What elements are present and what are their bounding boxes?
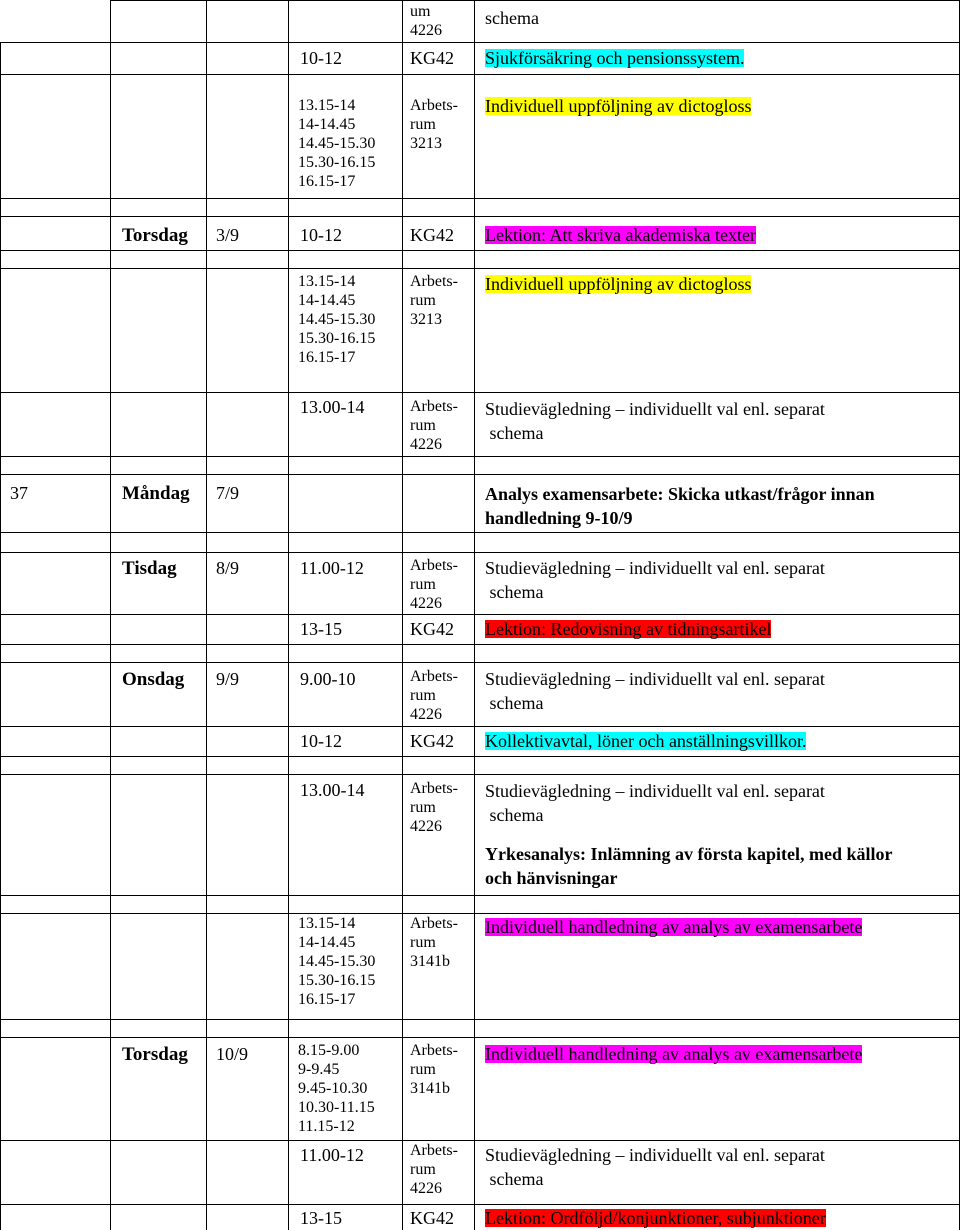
time-cell: 13-15 [300, 619, 342, 639]
rule [0, 268, 960, 269]
room-cell: KG42 [410, 48, 454, 68]
date-cell: 9/9 [216, 669, 240, 689]
rule [402, 0, 403, 1230]
time-cell: 9.00-10 [300, 669, 356, 689]
activity-cell: schema [485, 8, 539, 28]
activity-cell: Kollektivavtal, löner och anställningsvillkor. [485, 731, 807, 751]
activity-cell: Lektion: Att skriva akademiska texter [485, 225, 756, 245]
day-cell: Torsdag [122, 1044, 188, 1065]
day-cell: Onsdag [122, 669, 185, 690]
rule [110, 0, 111, 1230]
rule [0, 532, 960, 533]
time-cell: 10-12 [300, 48, 342, 68]
rule [0, 662, 960, 663]
rule [0, 42, 960, 43]
activity-cell: Yrkesanalys: Inlämning av första kapitel, med källor och hänvisningar [485, 844, 893, 888]
room-cell: Arbets- rum 3213 [410, 97, 458, 152]
rule [0, 250, 960, 251]
rule [0, 644, 960, 645]
room-cell: Arbets- rum 4226 [410, 557, 458, 612]
activity-cell: Lektion: Redovisning av tidningsartikel [485, 619, 772, 639]
rule [0, 456, 960, 457]
rule [0, 1037, 960, 1038]
week-cell: 37 [10, 483, 28, 503]
date-cell: 7/9 [216, 483, 240, 503]
activity-cell: Studievägledning – individuellt val enl. separat schema [485, 781, 825, 825]
rule [0, 42, 1, 1230]
activity-cell: Lektion: Ordföljd/konjunktioner, subjunktioner [485, 1208, 826, 1228]
room-cell: KG42 [410, 1208, 454, 1228]
room-cell: Arbets- rum 3141b [410, 915, 458, 970]
activity-cell: Sjukförsäkring och pensionssystem. [485, 48, 745, 68]
time-cell: 10-12 [300, 731, 342, 751]
time-cell: 8.15-9.00 9-9.45 9.45-10.30 10.30-11.15 11.15-12 [298, 1042, 375, 1135]
rule [206, 0, 207, 1230]
room-cell: Arbets- rum 4226 [410, 1142, 458, 1197]
rule [0, 392, 960, 393]
rule [0, 1140, 960, 1141]
rule [0, 726, 960, 727]
rule [0, 216, 960, 217]
rule [0, 552, 960, 553]
activity-cell: Studievägledning – individuellt val enl. separat schema [485, 399, 825, 443]
activity-cell: Individuell uppföljning av dictogloss [485, 96, 752, 116]
day-cell: Måndag [122, 483, 190, 504]
rule [110, 0, 960, 1]
rule [0, 774, 960, 775]
rule [0, 74, 960, 75]
rule [0, 474, 960, 475]
time-cell: 13.00-14 [300, 397, 365, 417]
day-cell: Tisdag [122, 558, 177, 579]
date-cell: 8/9 [216, 558, 240, 578]
rule [0, 895, 960, 896]
time-cell: 10-12 [300, 225, 342, 245]
room-cell: um 4226 [410, 3, 442, 39]
rule [0, 1019, 960, 1020]
time-cell: 11.00-12 [300, 558, 364, 578]
rule [0, 1204, 960, 1205]
room-cell: Arbets- rum 4226 [410, 398, 458, 453]
time-cell: 13.15-14 14-14.45 14.45-15.30 15.30-16.15 16.15-17 [298, 915, 376, 1008]
activity-cell: Analys examensarbete: Skicka utkast/frågor innan handledning 9-10/9 [485, 484, 875, 528]
room-cell: Arbets- rum 3141b [410, 1042, 458, 1097]
activity-cell: Individuell handledning av analys av examensarbete [485, 1044, 863, 1064]
room-cell: Arbets- rum 3213 [410, 273, 458, 328]
date-cell: 3/9 [216, 225, 240, 245]
time-cell: 11.00-12 [300, 1145, 364, 1165]
day-cell: Torsdag [122, 225, 188, 246]
activity-cell: Individuell handledning av analys av examensarbete [485, 917, 863, 937]
time-cell: 13.15-14 14-14.45 14.45-15.30 15.30-16.15 16.15-17 [298, 273, 376, 366]
rule [0, 756, 960, 757]
rule [0, 614, 960, 615]
room-cell: KG42 [410, 731, 454, 751]
rule [0, 913, 960, 914]
activity-cell: Studievägledning – individuellt val enl. separat schema [485, 669, 825, 713]
rule [474, 0, 475, 1230]
time-cell: 13-15 [300, 1208, 342, 1228]
rule [0, 198, 960, 199]
room-cell: Arbets- rum 4226 [410, 780, 458, 835]
room-cell: KG42 [410, 225, 454, 245]
room-cell: KG42 [410, 619, 454, 639]
time-cell: 13.15-14 14-14.45 14.45-15.30 15.30-16.15 16.15-17 [298, 97, 376, 190]
time-cell: 13.00-14 [300, 780, 365, 800]
activity-cell: Studievägledning – individuellt val enl. separat schema [485, 558, 825, 602]
rule [288, 0, 289, 1230]
activity-cell: Individuell uppföljning av dictogloss [485, 274, 752, 294]
date-cell: 10/9 [216, 1044, 249, 1064]
room-cell: Arbets- rum 4226 [410, 668, 458, 723]
activity-cell: Studievägledning – individuellt val enl. separat schema [485, 1145, 825, 1189]
